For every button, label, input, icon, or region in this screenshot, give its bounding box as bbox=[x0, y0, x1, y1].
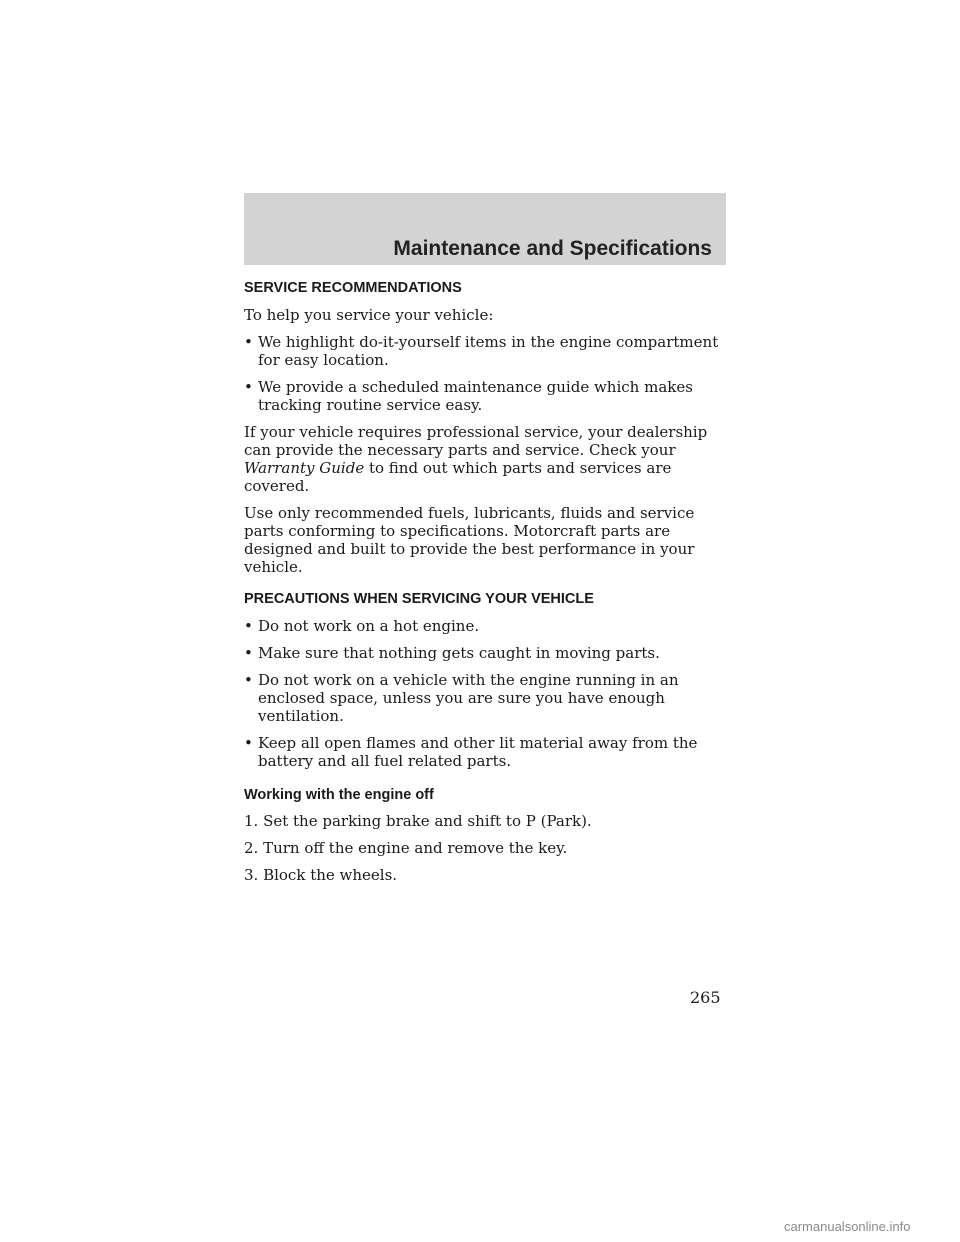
bullet-icon: • bbox=[244, 734, 253, 752]
precautions-bullet-list bbox=[244, 617, 734, 770]
page-number: 265 bbox=[690, 988, 721, 1007]
heading-precautions: PRECAUTIONS WHEN SERVICING YOUR VEHICLE bbox=[244, 591, 594, 607]
professional-service-paragraph: If your vehicle requires professional service, your dealership can provide the necessary parts and service. Check your Warranty Guide to find out which parts and services are covered. bbox=[244, 423, 708, 495]
bullet-icon: • bbox=[244, 378, 253, 396]
step-item: 2. Turn off the engine and remove the key. bbox=[244, 839, 568, 857]
bullet-icon: • bbox=[244, 671, 253, 689]
service-bullet-list bbox=[244, 333, 734, 414]
section-header-band bbox=[244, 193, 726, 265]
section-title: Maintenance and Specifications bbox=[393, 237, 712, 260]
step-item: 1. Set the parking brake and shift to P (Park). bbox=[244, 812, 592, 830]
heading-service-recommendations: SERVICE RECOMMENDATIONS bbox=[244, 280, 462, 296]
list-item: • We provide a scheduled maintenance guide which makes tracking routine service easy. bbox=[244, 378, 693, 414]
warranty-guide-title: Warranty Guide bbox=[244, 459, 365, 477]
bullet-icon: • bbox=[244, 644, 253, 662]
step-item: 3. Block the wheels. bbox=[244, 866, 398, 884]
heading-engine-off: Working with the engine off bbox=[244, 787, 434, 803]
bullet-icon: • bbox=[244, 617, 253, 635]
list-item: • Make sure that nothing gets caught in moving parts. bbox=[244, 644, 660, 662]
intro-paragraph: To help you service your vehicle: bbox=[244, 306, 494, 324]
list-item: • Keep all open flames and other lit material away from the battery and all fuel related parts. bbox=[244, 734, 698, 770]
list-item: • We highlight do-it-yourself items in the engine compartment for easy location. bbox=[244, 333, 719, 369]
bullet-icon: • bbox=[244, 333, 253, 351]
list-item: • Do not work on a vehicle with the engine running in an enclosed space, unless you are sure you have enough ventilation. bbox=[244, 671, 679, 725]
watermark-text: carmanualsonline.info bbox=[784, 1219, 911, 1234]
list-item: • Do not work on a hot engine. bbox=[244, 617, 480, 635]
page-content bbox=[244, 279, 734, 893]
recommended-parts-paragraph: Use only recommended fuels, lubricants, fluids and service parts conforming to specifications. Motorcraft parts are designed and built to provide the best performance in your vehicle. bbox=[244, 504, 695, 576]
